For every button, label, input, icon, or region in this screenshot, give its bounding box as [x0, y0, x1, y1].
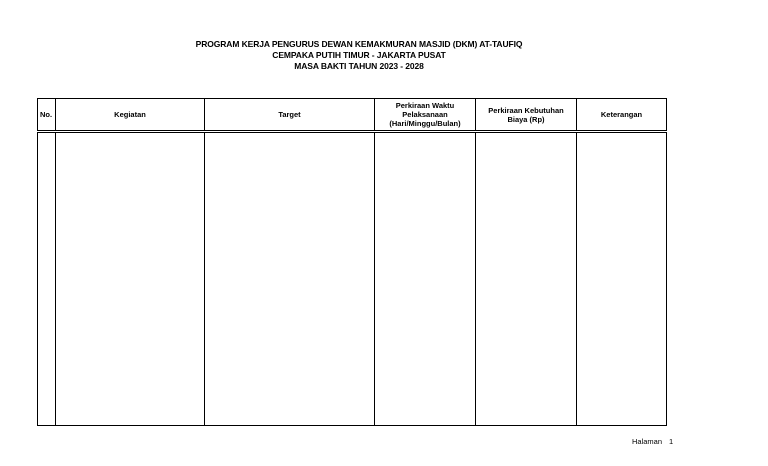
column-header-no: No. [38, 99, 56, 132]
program-table-container [37, 98, 666, 426]
column-header-waktu-line1: Perkiraan Waktu [395, 101, 455, 110]
cell-no [38, 132, 56, 426]
column-header-biaya-line2: Biaya (Rp) [507, 114, 545, 124]
column-header-keterangan: Keterangan [577, 99, 667, 132]
document-header [0, 39, 718, 72]
column-header-kegiatan: Kegiatan [56, 99, 205, 132]
column-header-biaya [476, 99, 577, 132]
cell-target [205, 132, 375, 426]
cell-biaya [476, 132, 577, 426]
column-header-waktu-line2: Pelaksanaan [402, 110, 448, 119]
table-header-row [38, 99, 667, 132]
cell-keterangan [577, 132, 667, 426]
column-header-target: Target [205, 99, 375, 132]
header-title: PROGRAM KERJA PENGURUS DEWAN KEMAKMURAN MASJID (DKM) AT-TAUFIQ [195, 39, 523, 49]
page-label: Halaman [632, 437, 663, 446]
cell-kegiatan [56, 132, 205, 426]
header-location: CEMPAKA PUTIH TIMUR - JAKARTA PUSAT [272, 50, 446, 60]
column-header-biaya-line1: Perkiraan Kebutuhan [488, 105, 564, 115]
column-header-waktu-line3: (Hari/Minggu/Bulan) [389, 119, 461, 128]
table-row [38, 132, 667, 426]
cell-waktu [375, 132, 476, 426]
program-table [37, 98, 667, 426]
header-period: MASA BAKTI TAHUN 2023 - 2028 [294, 61, 424, 71]
page-number [632, 437, 673, 446]
page-number-value: 1 [669, 437, 674, 446]
column-header-waktu [375, 99, 476, 132]
